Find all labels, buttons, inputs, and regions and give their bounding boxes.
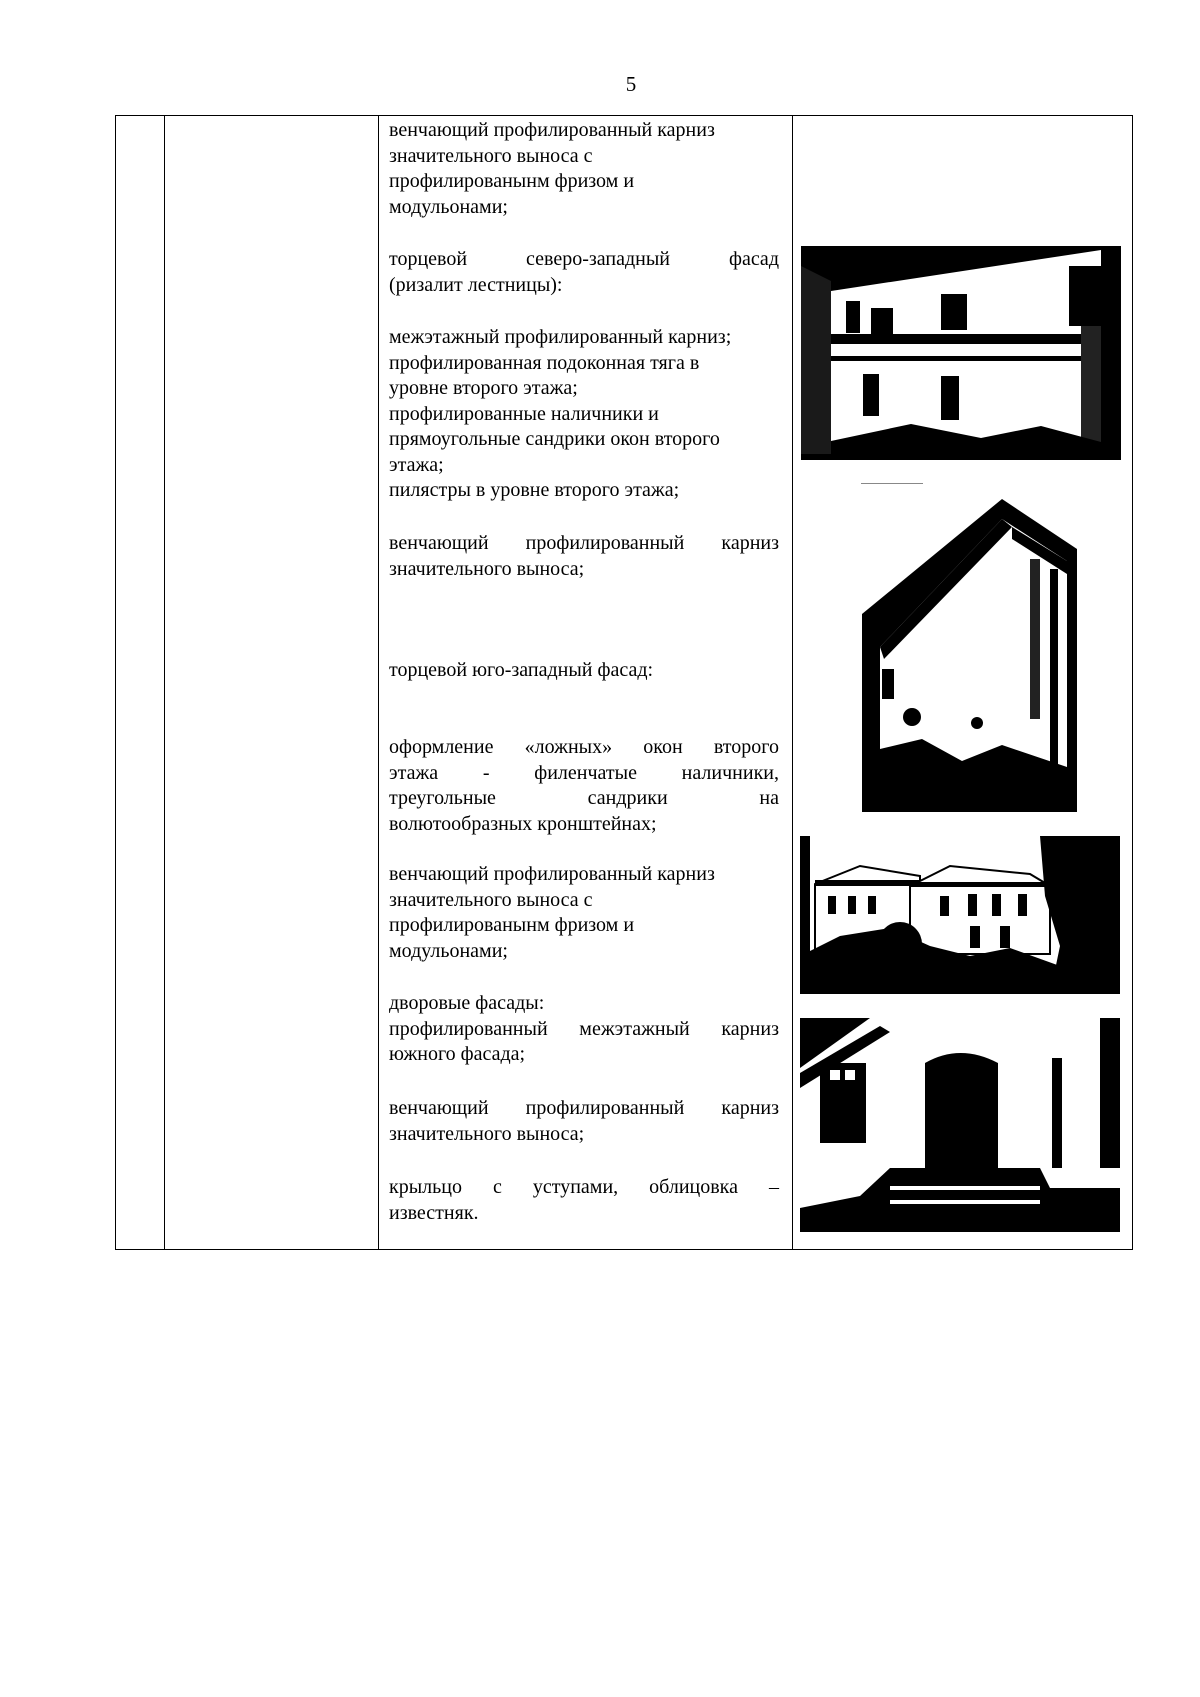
- text-line: значительного выноса;: [389, 1122, 585, 1145]
- text-block: [389, 531, 779, 582]
- text-block: [389, 735, 779, 837]
- text-block: [389, 247, 779, 298]
- table-divider: [378, 116, 379, 1249]
- text-line: профилированная подоконная тяга в: [389, 351, 700, 374]
- text-line: значительного выноса;: [389, 557, 585, 580]
- text-line: пилястры в уровне второго этажа;: [389, 479, 680, 501]
- text-line: крыльцо с уступами, облицовка –: [389, 1176, 779, 1198]
- text-line: (ризалит лестницы):: [389, 273, 563, 296]
- text-block: [389, 991, 779, 1068]
- text-line: профилированные наличники и: [389, 402, 659, 425]
- text-block: [389, 325, 779, 504]
- text-line: венчающий профилированный карниз: [389, 1097, 779, 1119]
- text-line: этажа;: [389, 453, 444, 476]
- table-divider: [792, 116, 793, 1249]
- photo-courtyard-facades: [800, 836, 1120, 994]
- text-line: дворовые фасады:: [389, 992, 545, 1014]
- photo-separator: [861, 483, 923, 484]
- text-line: этажа - филенчатые наличники,: [389, 761, 779, 784]
- text-line: венчающий профилированный карниз: [389, 863, 715, 885]
- text-line: межэтажный профилированный карниз;: [389, 326, 732, 348]
- text-line: оформление «ложных» окон второго: [389, 736, 779, 758]
- facade-table: [115, 115, 1133, 1250]
- photo-northwest-facade: [801, 246, 1121, 460]
- text-line: значительного выноса с: [389, 888, 593, 911]
- text-line: значительного выноса с: [389, 144, 593, 167]
- table-divider: [164, 116, 165, 1249]
- text-line: торцевой северо-западный фасад: [389, 248, 779, 270]
- text-block: [389, 1096, 779, 1147]
- text-line: модульонами;: [389, 939, 508, 962]
- text-block: [389, 1175, 779, 1226]
- text-block: [389, 118, 779, 220]
- text-line: торцевой юго-западный фасад:: [389, 659, 654, 681]
- text-line: профилированный межэтажный карниз: [389, 1017, 779, 1040]
- text-line: уровне второго этажа;: [389, 377, 578, 399]
- text-line: треугольные сандрики на: [389, 787, 779, 809]
- text-line: венчающий профилированный карниз: [389, 119, 715, 141]
- photo-porch: [800, 1018, 1120, 1232]
- text-block: [389, 658, 779, 684]
- text-line: южного фасада;: [389, 1043, 526, 1065]
- text-line: модульонами;: [389, 195, 508, 218]
- text-line: известняк.: [389, 1201, 479, 1224]
- page-number: 5: [625, 72, 637, 96]
- text-line: волютообразных кронштейнах;: [389, 812, 657, 835]
- text-line: профилированынм фризом и: [389, 914, 635, 936]
- text-line: профилированынм фризом и: [389, 170, 635, 192]
- text-block: [389, 862, 779, 964]
- text-line: венчающий профилированный карниз: [389, 532, 779, 554]
- text-line: прямоугольные сандрики окон второго: [389, 428, 720, 450]
- photo-southwest-facade: [862, 499, 1080, 812]
